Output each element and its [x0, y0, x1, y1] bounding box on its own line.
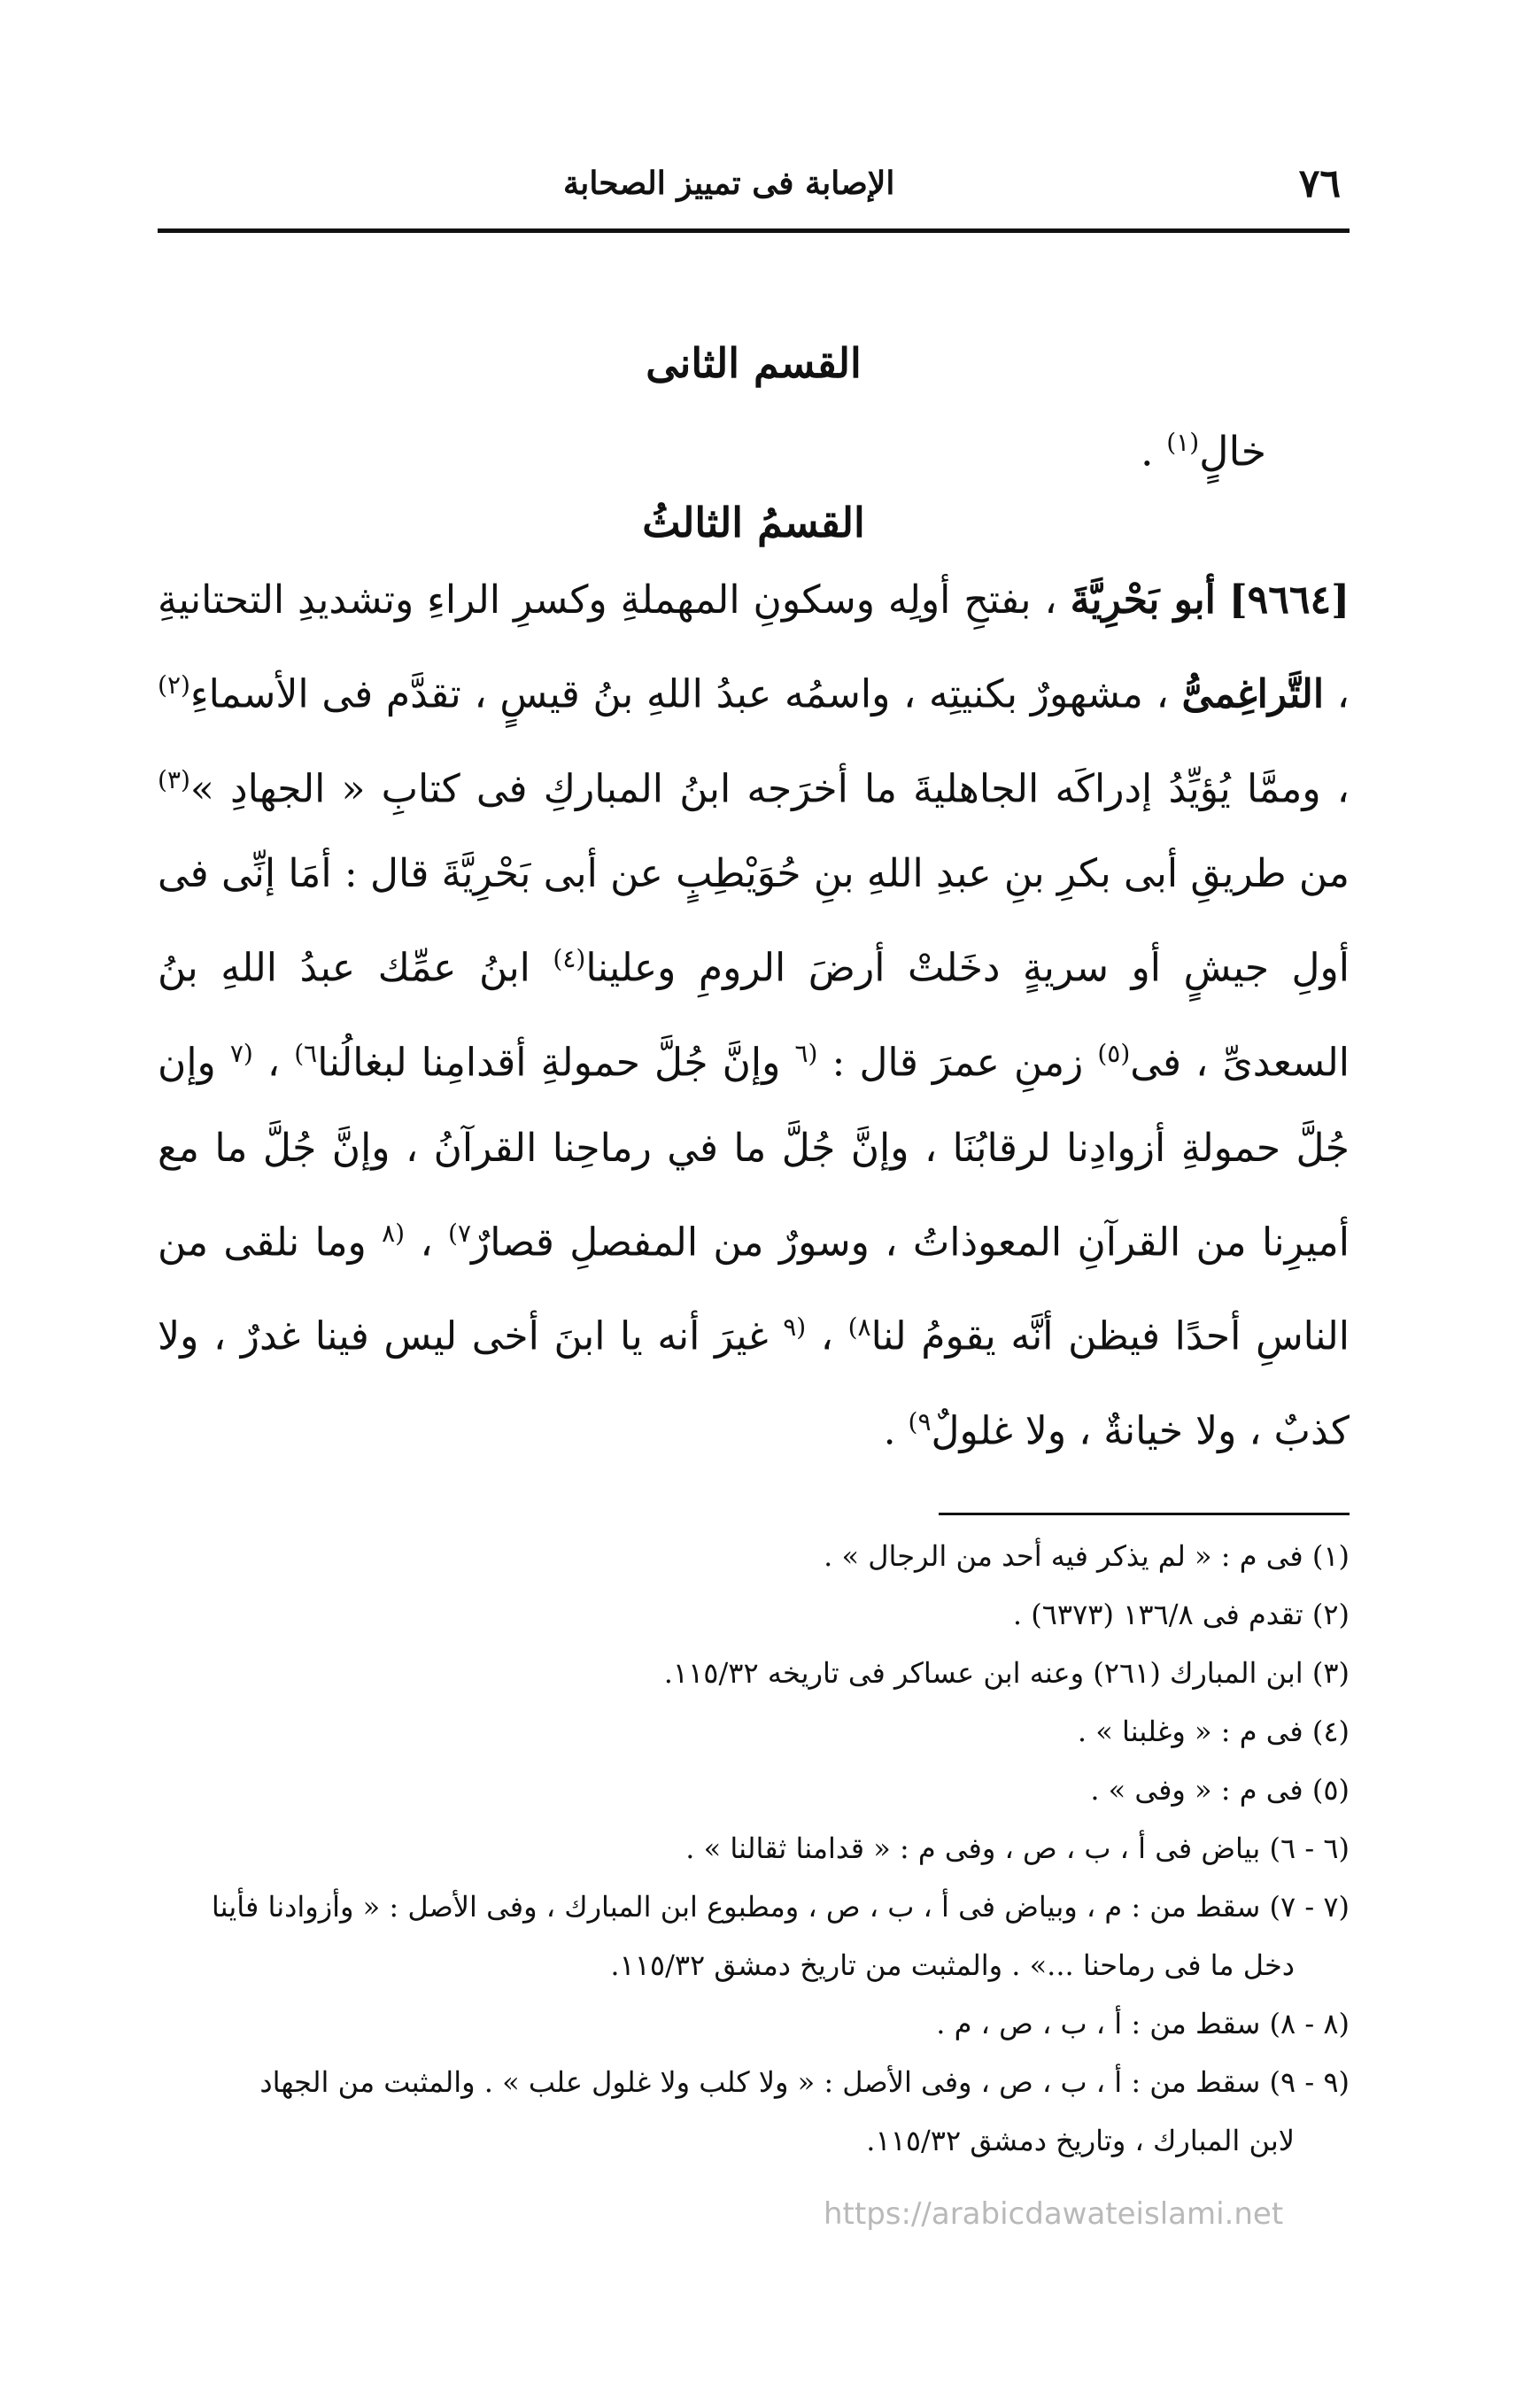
text-segment: ، [252, 1040, 295, 1086]
footnote-2: (٢) تقدم فى ١٣٦/٨ (٦٣٧٣) . [1012, 1598, 1350, 1631]
running-title: الإصابة فى تمييز الصحابة [563, 165, 895, 202]
text-segment: غيرَ أنه يا ابنَ أخى ليس فينا غدرٌ ، ولا كذبٌ ، ولا خيانةٌ ، ولا غلولٌ [158, 1313, 1350, 1454]
footnote-7: (٧ - ٧) سقط من : م ، وبياض فى أ ، ب ، ص ، ومطبوع ابن المبارك ، وفى الأصل : « وأزوادنا فأينا [211, 1890, 1350, 1924]
footnote-ref-3: (٣) [158, 764, 190, 794]
footnote-ref-5: (٥) [1097, 1038, 1131, 1068]
footnotes [158, 1532, 1350, 2285]
footnote-ref-9-close: ٩) [908, 1406, 932, 1436]
footnote-ref-7-open: (٧ [229, 1038, 253, 1068]
fragment-text: خالٍ [1199, 427, 1266, 476]
footnote-ref-2: (٢) [158, 670, 190, 700]
text-segment: وما نلقى من الناسِ أحدًا فيظن أنَّه يقومُ لنا [158, 1219, 1350, 1359]
footnote-7-continued: دخل ما فى رماحنا ...» . والمثبت من تاريخ دمشق ١١٥/٣٢. [610, 1948, 1295, 1982]
footnote-ref-8-close: ٨) [847, 1312, 871, 1343]
text-segment: وإن جُلَّ حمولةِ أزوادِنا لرقابُنَا ، وإنَّ جُلَّ ما في رماحِنا القرآنُ ، وإنَّ جُلَّ ما مع أميرِنا من القرآنِ المعوذاتُ ، وسورٌ من المفصلِ قصارٌ [158, 1040, 1350, 1266]
entry-number: [٩٦٦٤] [1228, 577, 1350, 623]
fragment-end: . [1140, 427, 1167, 476]
footnote-1: (١) فى م : « لم يذكر فيه أحد من الرجال » . [824, 1539, 1350, 1573]
entry-name: أبو بَحْرِيَّةَ [1070, 577, 1216, 623]
footnote-4: (٤) فى م : « وغلبنا » . [1077, 1715, 1350, 1748]
text-segment: ، [806, 1313, 848, 1359]
text-segment: ، بفتحِ أولِه وسكونِ المهملةِ وكسرِ الراءِ وتشديدِ التحتانيةِ ، [158, 577, 1350, 717]
text-segment: زمنِ عمرَ قال : [817, 1040, 1098, 1086]
section-two-title: القسم الثانى [646, 339, 862, 387]
page-header [158, 152, 1350, 214]
footnote-5: (٥) فى م : « وفى » . [1090, 1773, 1350, 1807]
fragment-line [158, 399, 1350, 487]
entry-paragraph [158, 558, 1350, 1475]
footnote-ref-1: (١) [1166, 428, 1200, 457]
footnote-ref-4: (٤) [553, 944, 586, 974]
footnote-9: (٩ - ٩) سقط من : أ ، ب ، ص ، وفى الأصل : « ولا كلب ولا غلول علب » . والمثبت من الجهاد [259, 2065, 1350, 2099]
section-three-title: القسمُ الثالثُ [642, 499, 865, 546]
page-number: ٧٦ [1298, 160, 1341, 206]
text-segment: من طريقِ أبى بكرِ بنِ عبدِ اللهِ بنِ حُوَيْطِبٍ عن أبى بَحْرِيَّةَ قال : أمَا إنِّى فى أولِ جيشٍ أو سريةٍ دخَلتْ أرضَ الرومِ وعلينا [158, 851, 1350, 991]
text-segment: ، مشهورٌ بكنيتِه ، واسمُه عبدُ اللهِ بنُ قيسٍ ، تقدَّم فى الأسماءِ [190, 671, 1182, 717]
watermark-url: https://arabicdawateislami.net [824, 2196, 1284, 2232]
footnote-8: (٨ - ٨) سقط من : أ ، ب ، ص ، م . [936, 2007, 1350, 2040]
footnote-9-continued: لابن المبارك ، وتاريخ دمشق ١١٥/٣٢. [866, 2124, 1295, 2157]
main-text [158, 328, 1350, 1479]
footnote-ref-9-open: (٩ [783, 1312, 807, 1343]
footnote-ref-6-close: ٦) [294, 1038, 318, 1068]
footnote-6: (٦ - ٦) بياض فى أ ، ب ، ص ، وفى م : « قدامنا ثقالنا » . [685, 1831, 1350, 1865]
footnote-rule [939, 1513, 1350, 1515]
text-segment: ، [405, 1219, 449, 1266]
text-segment: ، وممَّا يُؤيِّدُ إدراكَه الجاهليةَ ما أخرَجه ابنُ المباركِ فى كتابِ « الجهادِ » [190, 766, 1350, 812]
nisba: التَّراغِمىُّ [1181, 671, 1325, 717]
text-segment: . [883, 1408, 909, 1454]
footnote-3: (٣) ابن المبارك (٢٦١) وعنه ابن عساكر فى تاريخه ١١٥/٣٢. [663, 1656, 1350, 1690]
footnote-ref-8-open: (٨ [382, 1218, 406, 1248]
footnote-ref-7-close: ٧) [448, 1218, 472, 1248]
text-segment: ابنُ عمِّك عبدُ اللهِ بنُ السعدىِّ ، فى [158, 945, 1350, 1086]
header-rule [158, 228, 1350, 233]
text-segment: وإنَّ جُلَّ حمولةِ أقدامِنا لبغالُنا [317, 1040, 795, 1086]
footnote-ref-6-open: (٦ [794, 1038, 818, 1068]
